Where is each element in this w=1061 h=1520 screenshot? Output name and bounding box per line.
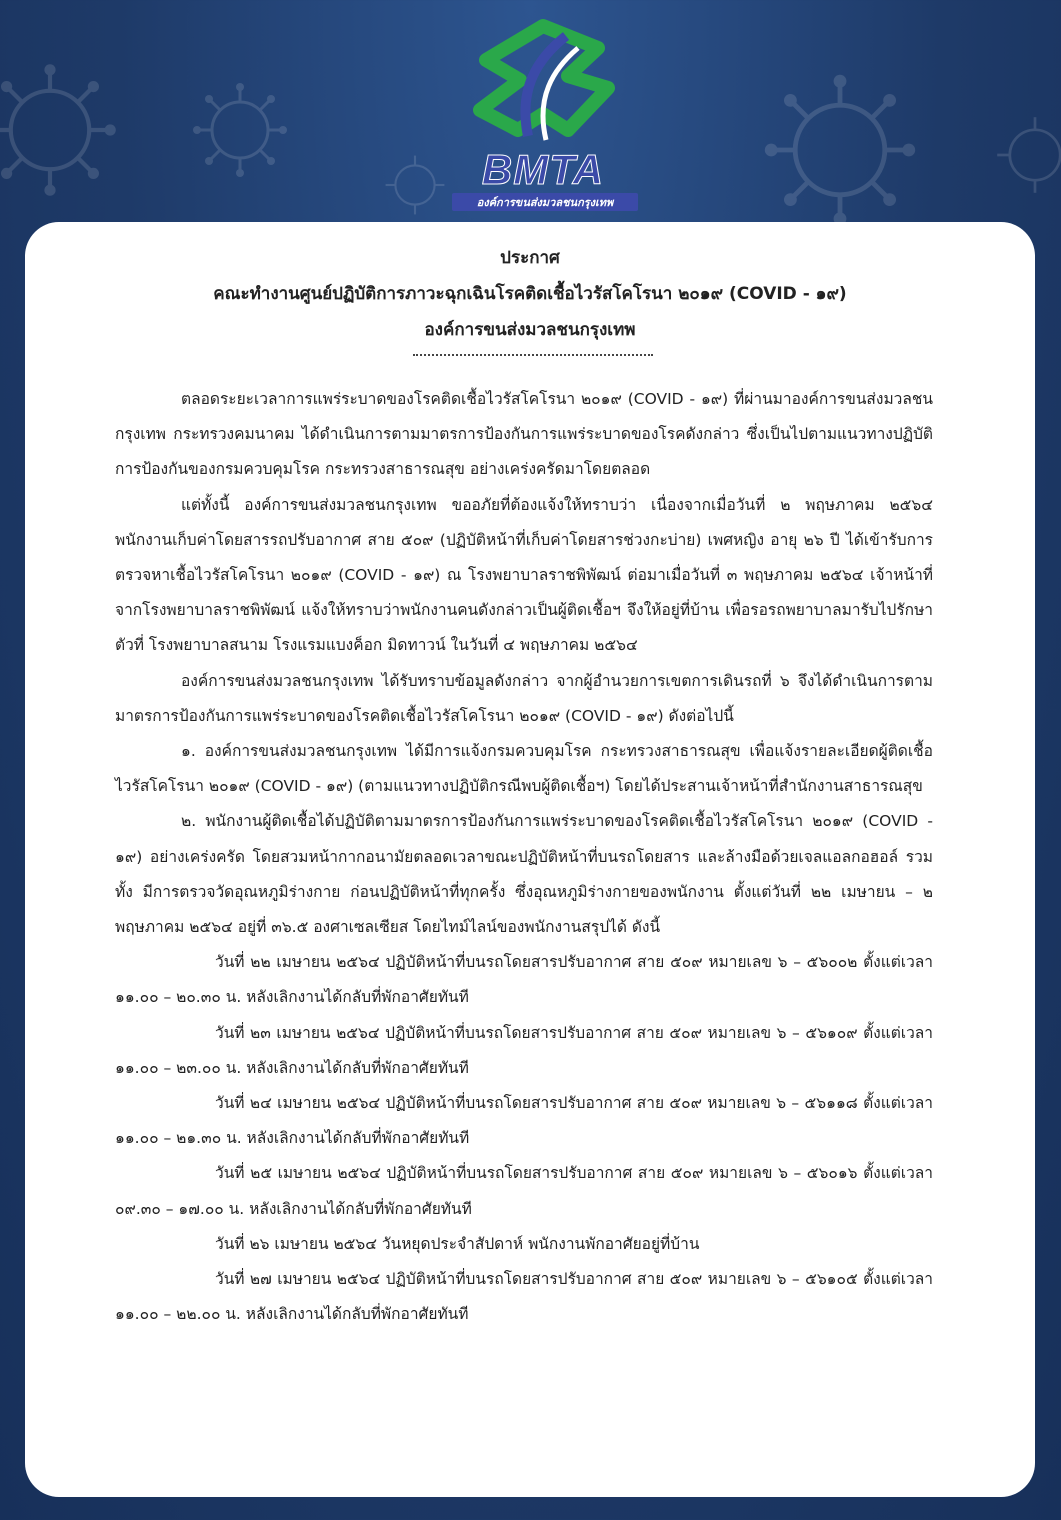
announcement-title [25, 240, 1035, 348]
timeline-item: วันที่ ๒๔ เมษายน ๒๕๖๔ ปฏิบัติหน้าที่บนรถโดยสารปรับอากาศ สาย ๕๐๙ หมายเลข ๖ – ๕๖๑๑๘ ตั้งแต่เวลา ๑๑.๐๐ – ๒๑.๓๐ น. หลังเลิกงานได้กลับที่พักอาศัยทันที [115, 1094, 933, 1148]
timeline-item: วันที่ ๒๓ เมษายน ๒๕๖๔ ปฏิบัติหน้าที่บนรถโดยสารปรับอากาศ สาย ๕๐๙ หมายเลข ๖ – ๕๖๑๐๙ ตั้งแต่เวลา ๑๑.๐๐ – ๒๓.๐๐ น. หลังเลิกงานได้กลับที่พักอาศัยทันที [115, 1023, 933, 1077]
title-line-2: คณะทำงานศูนย์ปฏิบัติการภาวะฉุกเฉินโรคติดเชื้อไวรัสโคโรนา ๒๐๑๙ (COVID - ๑๙) [213, 284, 847, 304]
header-banner [0, 0, 1061, 225]
virus-icon [760, 70, 920, 230]
timeline-item: วันที่ ๒๖ เมษายน ๒๕๖๔ วันหยุดประจำสัปดาห์ พนักงานพักอาศัยอยู่ที่บ้าน [215, 1234, 700, 1253]
list-item: ๒. พนักงานผู้ติดเชื้อได้ปฏิบัติตามมาตรการป้องกันการแพร่ระบาดของโรคติดเชื้อไวรัสโคโรนา ๒๐๑๙ (COVID - ๑๙) อย่างเคร่งครัด โดยสวมหน้ากากอนามัยตลอดเวลาขณะปฏิบัติหน้าที่บนรถโดยสาร และล้างมือด้วยเจลแอลกอฮอล์ รวมทั้ง มีการตรวจวัดอุณหภูมิร่างกาย ก่อนปฏิบัติหน้าที่ทุกครั้ง ซึ่งอุณหภูมิร่างกายของพนักงาน ตั้งแต่วันที่ ๒๒ เมษายน – ๒ พฤษภาคม ๒๕๖๔ อยู่ที่ ๓๖.๕ องศาเซลเซียส โดยไทม์ไลน์ของพนักงานสรุปได้ ดังนี้ [115, 812, 933, 937]
bmta-logo [448, 18, 638, 213]
paragraph: องค์การขนส่งมวลชนกรุงเทพ ได้รับทราบข้อมูลดังกล่าว จากผู้อำนวยการเขตการเดินรถที่ ๖ จึงได้ดำเนินการตามมาตรการป้องกันการแพร่ระบาดของโรคติดเชื้อไวรัสโคโรนา ๒๐๑๙ (COVID - ๑๙) ดังต่อไปนี้ [115, 671, 933, 725]
virus-icon [0, 60, 120, 200]
timeline-item: วันที่ ๒๕ เมษายน ๒๕๖๔ ปฏิบัติหน้าที่บนรถโดยสารปรับอากาศ สาย ๕๐๙ หมายเลข ๖ – ๕๖๐๑๖ ตั้งแต่เวลา ๐๙.๓๐ – ๑๗.๐๐ น. หลังเลิกงานได้กลับที่พักอาศัยทันที [115, 1164, 933, 1218]
virus-icon [990, 110, 1061, 200]
virus-icon [380, 150, 450, 220]
announcement-body [115, 382, 933, 1332]
paragraph: แต่ทั้งนี้ องค์การขนส่งมวลชนกรุงเทพ ขออภัยที่ต้องแจ้งให้ทราบว่า เนื่องจากเมื่อวันที่ ๒ พฤษภาคม ๒๕๖๔ พนักงานเก็บค่าโดยสารรถปรับอากาศ สาย ๕๐๙ (ปฏิบัติหน้าที่เก็บค่าโดยสารช่วงกะบ่าย) เพศหญิง อายุ ๒๖ ปี ได้เข้ารับการตรวจหาเชื้อไวรัสโคโรนา ๒๐๑๙ (COVID - ๑๙) ณ โรงพยาบาลราชพิพัฒน์ ต่อมาเมื่อวันที่ ๓ พฤษภาคม ๒๕๖๔ เจ้าหน้าที่จากโรงพยาบาลราชพิพัฒน์ แจ้งให้ทราบว่าพนักงานคนดังกล่าวเป็นผู้ติดเชื้อฯ จึงให้อยู่ที่บ้าน เพื่อรอรถพยาบาลมารับไปรักษาตัวที่ โรงพยาบาลสนาม โรงแรมแบงค็อก มิดทาวน์ ในวันที่ ๔ พฤษภาคม ๒๕๖๔ [115, 495, 933, 655]
title-separator [413, 352, 653, 356]
announcement-card [25, 222, 1035, 1497]
paragraph: ตลอดระยะเวลาการแพร่ระบาดของโรคติดเชื้อไวรัสโคโรนา ๒๐๑๙ (COVID - ๑๙) ที่ผ่านมาองค์การขนส่งมวลชนกรุงเทพ กระทรวงคมนาคม ได้ดำเนินการตามมาตรการป้องกันการแพร่ระบาดของโรคดังกล่าว ซึ่งเป็นไปตามแนวทางปฏิบัติการป้องกันของกรมควบคุมโรค กระทรวงสาธารณสุข อย่างเคร่งครัดมาโดยตลอด [115, 390, 933, 479]
title-line-1: ประกาศ [500, 248, 560, 268]
timeline-item: วันที่ ๒๗ เมษายน ๒๕๖๔ ปฏิบัติหน้าที่บนรถโดยสารปรับอากาศ สาย ๕๐๙ หมายเลข ๖ – ๕๖๑๐๕ ตั้งแต่เวลา ๑๑.๐๐ – ๒๒.๐๐ น. หลังเลิกงานได้กลับที่พักอาศัยทันที [115, 1270, 933, 1324]
logo-wordmark: BMTA [481, 146, 605, 193]
logo-subtitle: องค์การขนส่งมวลชนกรุงเทพ [452, 193, 638, 211]
bmta-emblem-icon [448, 18, 638, 153]
virus-icon [190, 80, 290, 180]
title-line-3: องค์การขนส่งมวลชนกรุงเทพ [424, 320, 636, 340]
list-item: ๑. องค์การขนส่งมวลชนกรุงเทพ ได้มีการแจ้งกรมควบคุมโรค กระทรวงสาธารณสุข เพื่อแจ้งรายละเอียดผู้ติดเชื้อไวรัสโคโรนา ๒๐๑๙ (COVID - ๑๙) (ตามแนวทางปฏิบัติกรณีพบผู้ติดเชื้อฯ) โดยได้ประสานเจ้าหน้าที่สำนักงานสาธารณสุข [115, 742, 933, 796]
timeline-item: วันที่ ๒๒ เมษายน ๒๕๖๔ ปฏิบัติหน้าที่บนรถโดยสารปรับอากาศ สาย ๕๐๙ หมายเลข ๖ – ๕๖๐๐๒ ตั้งแต่เวลา ๑๑.๐๐ – ๒๐.๓๐ น. หลังเลิกงานได้กลับที่พักอาศัยทันที [115, 953, 933, 1007]
